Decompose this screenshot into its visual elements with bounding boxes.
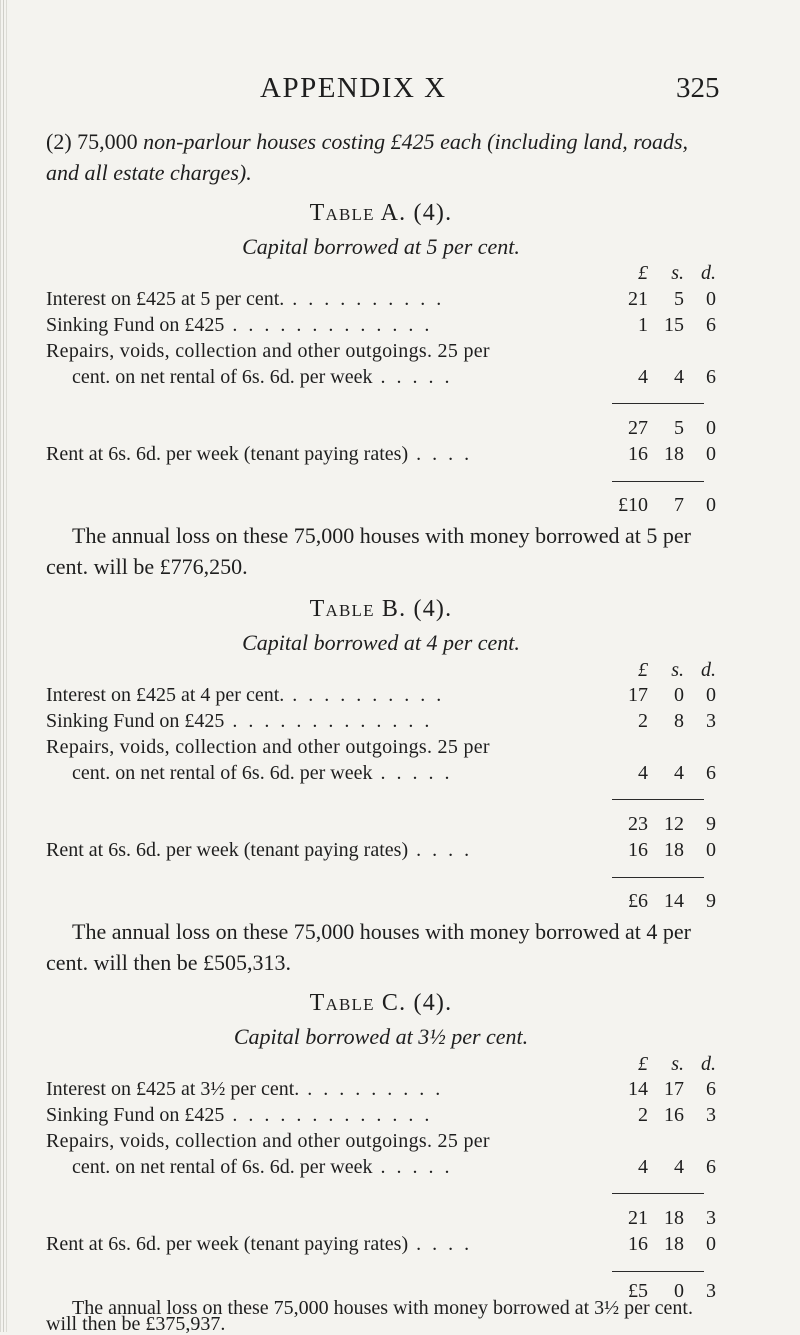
pence: 6 — [706, 1078, 716, 1100]
pounds-header: £ — [638, 1053, 648, 1075]
sum-rule — [612, 1193, 704, 1194]
pounds: £6 — [628, 890, 648, 912]
shillings: 18 — [664, 839, 684, 861]
table-a-row-rent — [46, 443, 716, 471]
table-c-row-repairs-cont — [46, 1156, 716, 1184]
pence: 6 — [706, 314, 716, 336]
pence: 3 — [706, 710, 716, 732]
difference-rule — [612, 1271, 704, 1272]
shillings: 5 — [674, 288, 684, 310]
pounds: 4 — [638, 366, 648, 388]
intro-italic: non-parlour houses costing £425 each (including land, roads, and all estate charges). — [46, 129, 689, 185]
intro-prefix: (2) 75,000 — [46, 129, 144, 154]
pounds: £10 — [618, 494, 648, 516]
table-b-conclusion: The annual loss on these 75,000 houses with money borrowed at 4 per cent. will then be £505,313. — [46, 919, 691, 975]
leader-dots: . . . . — [408, 839, 473, 861]
pence: 0 — [706, 684, 716, 706]
table-c-title: Table C. (4). — [309, 990, 453, 1016]
pounds: 14 — [628, 1078, 648, 1100]
table-c-subtotal — [46, 1207, 716, 1235]
row-label: Sinking Fund on £425 — [46, 1104, 225, 1126]
shillings: 14 — [664, 890, 684, 912]
shillings: 4 — [674, 1156, 684, 1178]
pence: 9 — [706, 890, 716, 912]
leader-dots: . . . . . . . . . . — [284, 684, 445, 706]
row-label: Interest on £425 at 3½ per cent. — [46, 1078, 300, 1100]
pounds: 16 — [628, 839, 648, 861]
table-a-subtitle: Capital borrowed at 5 per cent. — [242, 234, 520, 259]
table-c-subtitle: Capital borrowed at 3½ per cent. — [233, 1024, 529, 1049]
leader-dots: . . . . . . . . . . . . . — [224, 1104, 433, 1126]
running-head: APPENDIX X — [260, 72, 447, 104]
pence: 0 — [706, 443, 716, 465]
pounds: 17 — [628, 684, 648, 706]
table-c-header — [46, 1053, 716, 1081]
pence: 0 — [706, 839, 716, 861]
pounds: £5 — [628, 1280, 648, 1302]
row-label: Repairs, voids, collection and other outgoings. 25 per — [46, 340, 490, 362]
row-label: Repairs, voids, collection and other outgoings. 25 per — [46, 736, 490, 758]
shillings: 0 — [674, 684, 684, 706]
pence-header: d. — [701, 262, 716, 284]
page-number: 325 — [676, 72, 720, 104]
table-c-row-repairs — [46, 1130, 716, 1158]
difference-rule — [612, 481, 704, 482]
table-a-net-loss — [46, 494, 716, 522]
pounds: 21 — [628, 1207, 648, 1229]
row-label: Sinking Fund on £425 — [46, 314, 225, 336]
pounds: 4 — [638, 1156, 648, 1178]
pence: 3 — [706, 1104, 716, 1126]
pence: 3 — [706, 1280, 716, 1302]
leader-dots: . . . . . — [372, 366, 453, 388]
pence: 0 — [706, 417, 716, 439]
table-c-row-rent — [46, 1233, 716, 1261]
row-label: cent. on net rental of 6s. 6d. per week — [72, 762, 373, 784]
pounds-header: £ — [638, 262, 648, 284]
shillings: 0 — [674, 1280, 684, 1302]
row-label: Rent at 6s. 6d. per week (tenant paying rates) — [46, 1233, 409, 1255]
sum-rule — [612, 403, 704, 404]
row-label: Sinking Fund on £425 — [46, 710, 225, 732]
shillings-header: s. — [671, 1053, 684, 1075]
table-c-row-interest — [46, 1078, 716, 1106]
pence: 6 — [706, 762, 716, 784]
leader-dots: . . . . . . . . . . — [284, 288, 445, 310]
row-label: Interest on £425 at 4 per cent. — [46, 684, 285, 706]
table-a-row-sinking-fund — [46, 314, 716, 342]
pounds: 1 — [638, 314, 648, 336]
row-label: cent. on net rental of 6s. 6d. per week — [72, 366, 373, 388]
table-b-title: Table B. (4). — [309, 596, 453, 622]
pounds: 27 — [628, 417, 648, 439]
table-b-subtitle: Capital borrowed at 4 per cent. — [242, 630, 520, 655]
shillings-header: s. — [671, 659, 684, 681]
leader-dots: . . . . — [408, 443, 473, 465]
shillings: 18 — [664, 1233, 684, 1255]
table-b-row-rent — [46, 839, 716, 867]
pounds: 23 — [628, 813, 648, 835]
table-b-row-repairs — [46, 736, 716, 764]
table-a-subtotal — [46, 417, 716, 445]
table-b-row-sinking-fund — [46, 710, 716, 738]
table-c-conclusion: The annual loss on these 75,000 houses with money borrowed at 3½ per cent. will then be £375,937. — [46, 1297, 693, 1335]
shillings: 18 — [664, 443, 684, 465]
pence: 6 — [706, 366, 716, 388]
pounds: 16 — [628, 443, 648, 465]
table-b-row-repairs-cont — [46, 762, 716, 790]
pounds: 4 — [638, 762, 648, 784]
leader-dots: . . . . . — [372, 1156, 453, 1178]
row-label: Rent at 6s. 6d. per week (tenant paying rates) — [46, 839, 409, 861]
row-label: Repairs, voids, collection and other outgoings. 25 per — [46, 1130, 490, 1152]
row-label: Rent at 6s. 6d. per week (tenant paying rates) — [46, 443, 409, 465]
leader-dots: . . . . . . . . . . . . . — [224, 314, 433, 336]
intro-paragraph — [46, 126, 716, 188]
shillings: 15 — [664, 314, 684, 336]
pence: 0 — [706, 494, 716, 516]
table-a-row-interest — [46, 288, 716, 316]
table-a-row-repairs — [46, 340, 716, 368]
shillings: 4 — [674, 762, 684, 784]
shillings: 4 — [674, 366, 684, 388]
table-b-net-loss — [46, 890, 716, 918]
pounds: 2 — [638, 1104, 648, 1126]
row-label: cent. on net rental of 6s. 6d. per week — [72, 1156, 373, 1178]
leader-dots: . . . . . — [372, 762, 453, 784]
pence: 6 — [706, 1156, 716, 1178]
shillings-header: s. — [671, 262, 684, 284]
page-edge — [0, 0, 14, 1332]
shillings: 12 — [664, 813, 684, 835]
shillings: 16 — [664, 1104, 684, 1126]
table-c-row-sinking-fund — [46, 1104, 716, 1132]
pence: 0 — [706, 1233, 716, 1255]
pounds: 2 — [638, 710, 648, 732]
pounds-header: £ — [638, 659, 648, 681]
pence-header: d. — [701, 659, 716, 681]
shillings: 7 — [674, 494, 684, 516]
leader-dots: . . . . . . . . . — [299, 1078, 444, 1100]
table-b-row-interest — [46, 684, 716, 712]
shillings: 18 — [664, 1207, 684, 1229]
shillings: 5 — [674, 417, 684, 439]
pence: 3 — [706, 1207, 716, 1229]
pounds: 21 — [628, 288, 648, 310]
pence: 0 — [706, 288, 716, 310]
table-b-header — [46, 659, 716, 687]
shillings: 8 — [674, 710, 684, 732]
table-a-row-repairs-cont — [46, 366, 716, 394]
pence: 9 — [706, 813, 716, 835]
table-a-header — [46, 262, 716, 290]
pounds: 16 — [628, 1233, 648, 1255]
table-a-title: Table A. (4). — [309, 200, 453, 226]
table-b-subtotal — [46, 813, 716, 841]
row-label: Interest on £425 at 5 per cent. — [46, 288, 285, 310]
sum-rule — [612, 799, 704, 800]
shillings: 17 — [664, 1078, 684, 1100]
leader-dots: . . . . . . . . . . . . . — [224, 710, 433, 732]
difference-rule — [612, 877, 704, 878]
leader-dots: . . . . — [408, 1233, 473, 1255]
pence-header: d. — [701, 1053, 716, 1075]
table-a-conclusion: The annual loss on these 75,000 houses with money borrowed at 5 per cent. will be £776,250. — [46, 523, 691, 579]
